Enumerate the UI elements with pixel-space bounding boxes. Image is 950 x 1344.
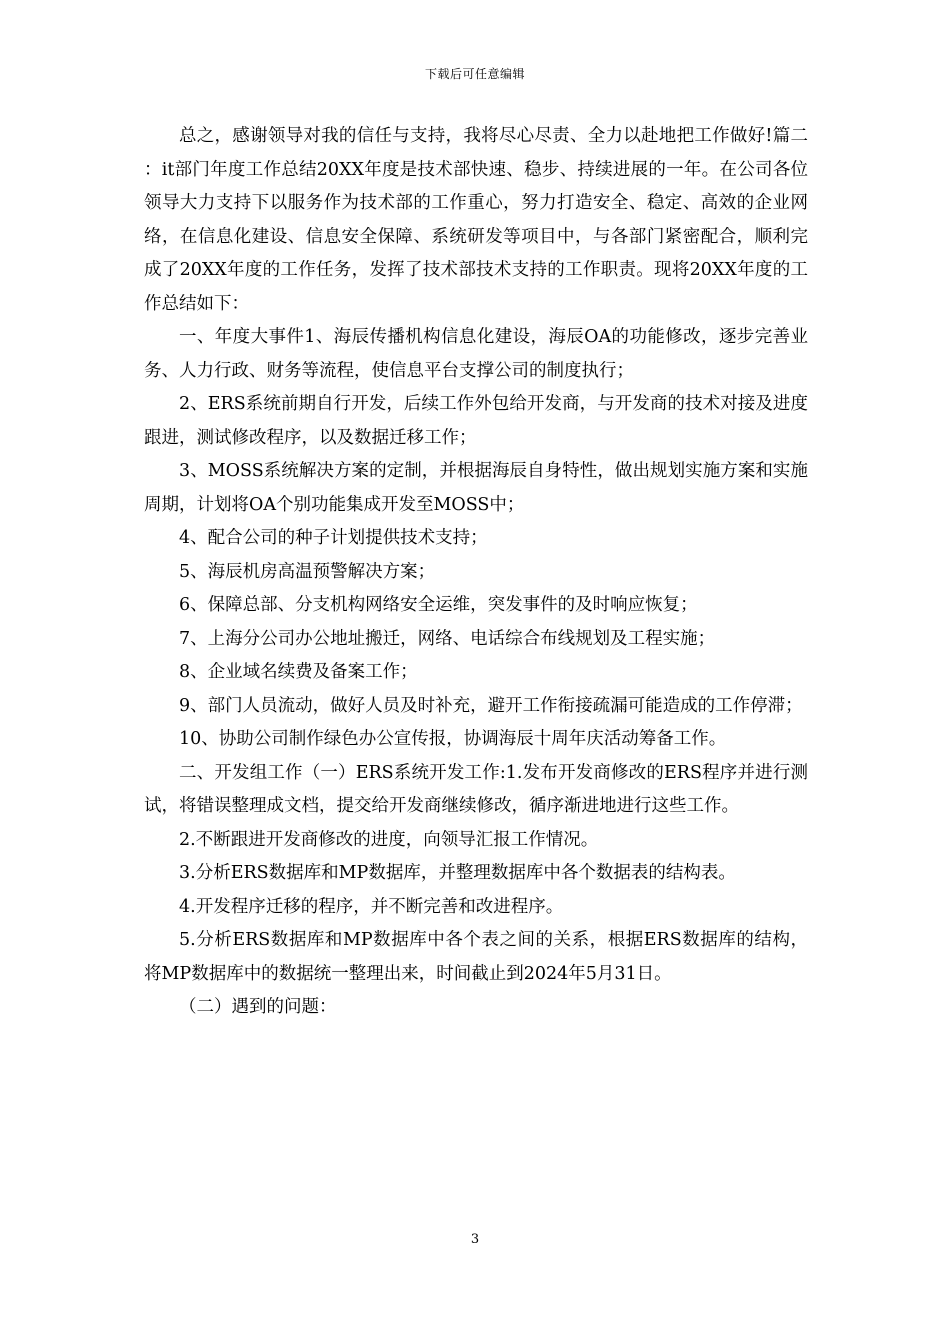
paragraph: 7、上海分公司办公地址搬迁，网络、电话综合布线规划及工程实施； — [179, 628, 716, 649]
paragraph: 2、ERS系统前期自行开发，后续工作外包给开发商，与开发商的技术对接及进度跟进，测试修改程序，以及数据迁移工作； — [144, 394, 808, 448]
page-number: 3 — [470, 1232, 480, 1247]
paragraph: 9、部门人员流动，做好人员及时补充，避开工作衔接疏漏可能造成的工作停滞； — [179, 695, 803, 716]
paragraph: 一、年度大事件1、海辰传播机构信息化建设，海辰OA的功能修改，逐步完善业务、人力行政、财务等流程，使信息平台支撑公司的制度执行； — [144, 327, 808, 381]
paragraph: 总之，感谢领导对我的信任与支持，我将尽心尽责、全力以赴地把工作做好!篇二：it部门年度工作总结20XX年度是技术部快速、稳步、持续进展的一年。在公司各位领导大力支持下以服务作为技术部的工作重心，努力打造安全、稳定、高效的企业网络，在信息化建设、信息安全保障、系统研发等项目中，与各部门紧密配合，顺利完成了20XX年度的工作任务，发挥了技术部技术支持的工作职责。现将20XX年度的工作总结如下： — [144, 126, 808, 314]
paragraph: 3.分析ERS数据库和MP数据库，并整理数据库中各个数据表的结构表。 — [179, 863, 736, 883]
paragraph: 3、MOSS系统解决方案的定制，并根据海辰自身特性，做出规划实施方案和实施周期，计划将OA个别功能集成开发至MOSS中； — [144, 461, 808, 515]
paragraph: 二、开发组工作（一）ERS系统开发工作:1.发布开发商修改的ERS程序并进行测试，将错误整理成文档，提交给开发商继续修改，循序渐进地进行这些工作。 — [144, 762, 808, 816]
paragraph: 10、协助公司制作绿色办公宣传报，协调海辰十周年庆活动筹备工作。 — [179, 729, 727, 749]
paragraph: 5.分析ERS数据库和MP数据库中各个表之间的关系，根据ERS数据库的结构，将MP数据库中的数据统一整理出来，时间截止到2024年5月31日。 — [144, 930, 808, 984]
paragraph: 5、海辰机房高温预警解决方案； — [179, 561, 436, 582]
paragraph: 6、保障总部、分支机构网络安全运维，突发事件的及时响应恢复； — [179, 595, 698, 615]
paragraph: （二）遇到的问题： — [179, 997, 337, 1017]
document-body — [144, 120, 808, 1025]
page-header: 下载后可任意编辑 — [424, 67, 525, 81]
paragraph: 8、企业域名续费及备案工作； — [179, 662, 418, 682]
paragraph: 2.不断跟进开发商修改的进度，向领导汇报工作情况。 — [179, 829, 599, 850]
paragraph: 4.开发程序迁移的程序，并不断完善和改进程序。 — [179, 896, 564, 917]
paragraph: 4、配合公司的种子计划提供技术支持； — [179, 528, 488, 548]
